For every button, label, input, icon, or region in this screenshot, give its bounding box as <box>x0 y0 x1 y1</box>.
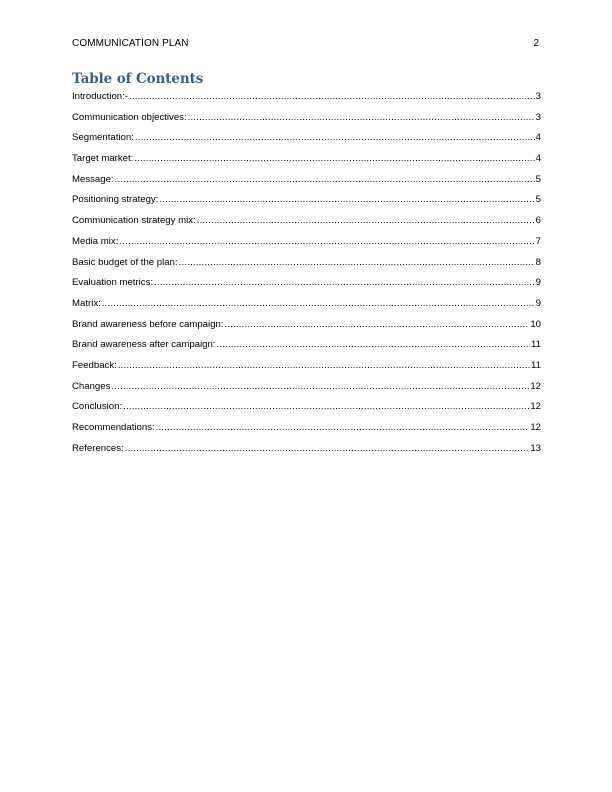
toc-entry-page: 13 <box>530 442 541 454</box>
toc-list <box>72 90 541 462</box>
toc-entry-page: 5 <box>535 194 541 206</box>
header-page-number: 2 <box>533 38 539 49</box>
toc-entry[interactable] <box>72 173 541 194</box>
toc-entry[interactable] <box>72 256 541 277</box>
toc-entry-page: 3 <box>535 91 541 102</box>
toc-entry-label: Brand awareness before campaign: <box>72 318 224 330</box>
toc-entry-label: Positioning strategy: <box>72 194 159 206</box>
toc-entry-page: 11 <box>531 339 541 351</box>
toc-entry[interactable] <box>72 338 541 359</box>
toc-dot-leader <box>118 359 530 373</box>
toc-entry-label: Brand awareness after campaign: <box>72 339 216 351</box>
toc-entry[interactable] <box>72 193 541 214</box>
toc-entry-label: Media mix: <box>72 235 119 247</box>
toc-dot-leader <box>111 380 529 394</box>
toc-entry-page: 9 <box>535 297 541 309</box>
toc-dot-leader <box>134 152 534 166</box>
toc-entry[interactable] <box>72 111 541 132</box>
toc-dot-leader <box>129 90 535 104</box>
toc-entry-page: 9 <box>535 277 541 289</box>
toc-entry-label: Communication objectives: <box>72 111 187 123</box>
toc-dot-leader <box>115 173 535 187</box>
toc-entry[interactable] <box>72 421 541 442</box>
toc-entry-page: 3 <box>535 111 541 123</box>
toc-heading: Table of Contents <box>72 71 204 87</box>
toc-entry-page: 6 <box>535 215 541 227</box>
toc-dot-leader <box>125 442 530 456</box>
toc-entry-label: Conclusion: <box>72 401 123 413</box>
toc-entry-page: 10 <box>530 318 541 330</box>
toc-entry-label: Segmentation: <box>72 132 134 144</box>
toc-entry-label: Basic budget of the plan: <box>72 256 178 268</box>
toc-entry-label: Evaluation metrics: <box>72 277 154 289</box>
toc-entry-label: Target market: <box>72 153 134 165</box>
header-title: COMMUNICATION PLAN <box>72 38 189 49</box>
toc-dot-leader <box>119 235 534 249</box>
toc-dot-leader <box>224 318 529 332</box>
toc-dot-leader <box>197 214 535 228</box>
toc-dot-leader <box>216 338 530 352</box>
toc-entry-page: 12 <box>530 401 541 413</box>
toc-entry-page: 4 <box>535 132 541 144</box>
toc-dot-leader <box>135 131 535 145</box>
toc-dot-leader <box>188 111 535 125</box>
toc-dot-leader <box>154 276 535 290</box>
toc-entry-page: 11 <box>531 359 541 371</box>
toc-dot-leader <box>102 297 535 311</box>
toc-dot-leader <box>179 256 535 270</box>
toc-entry[interactable] <box>72 318 541 339</box>
toc-entry[interactable] <box>72 90 541 111</box>
toc-entry[interactable] <box>72 276 541 297</box>
toc-entry[interactable] <box>72 235 541 256</box>
toc-entry[interactable] <box>72 297 541 318</box>
toc-entry[interactable] <box>72 131 541 152</box>
toc-entry-page: 5 <box>535 173 541 185</box>
toc-entry[interactable] <box>72 400 541 421</box>
toc-entry-label: Communication strategy mix: <box>72 215 196 227</box>
toc-entry-label: Recommendations: <box>72 422 155 433</box>
toc-dot-leader <box>156 421 530 435</box>
toc-dot-leader <box>159 193 534 207</box>
toc-entry-page: 8 <box>535 256 541 268</box>
toc-entry[interactable] <box>72 380 541 401</box>
toc-entry-label: Changes <box>72 380 111 392</box>
toc-entry-page: 12 <box>530 380 541 392</box>
toc-entry-label: Introduction:- <box>72 91 128 102</box>
toc-entry-page: 12 <box>530 422 541 433</box>
toc-entry[interactable] <box>72 442 541 463</box>
toc-entry-label: Message: <box>72 173 114 185</box>
toc-entry[interactable] <box>72 214 541 235</box>
page-header <box>72 37 540 51</box>
toc-entry-page: 7 <box>535 235 541 247</box>
toc-dot-leader <box>123 400 529 414</box>
toc-entry[interactable] <box>72 152 541 173</box>
toc-entry-label: Feedback: <box>72 359 117 371</box>
toc-entry[interactable] <box>72 359 541 380</box>
toc-entry-page: 4 <box>535 153 541 165</box>
toc-entry-label: Matrix: <box>72 297 101 309</box>
toc-entry-label: References: <box>72 442 124 454</box>
